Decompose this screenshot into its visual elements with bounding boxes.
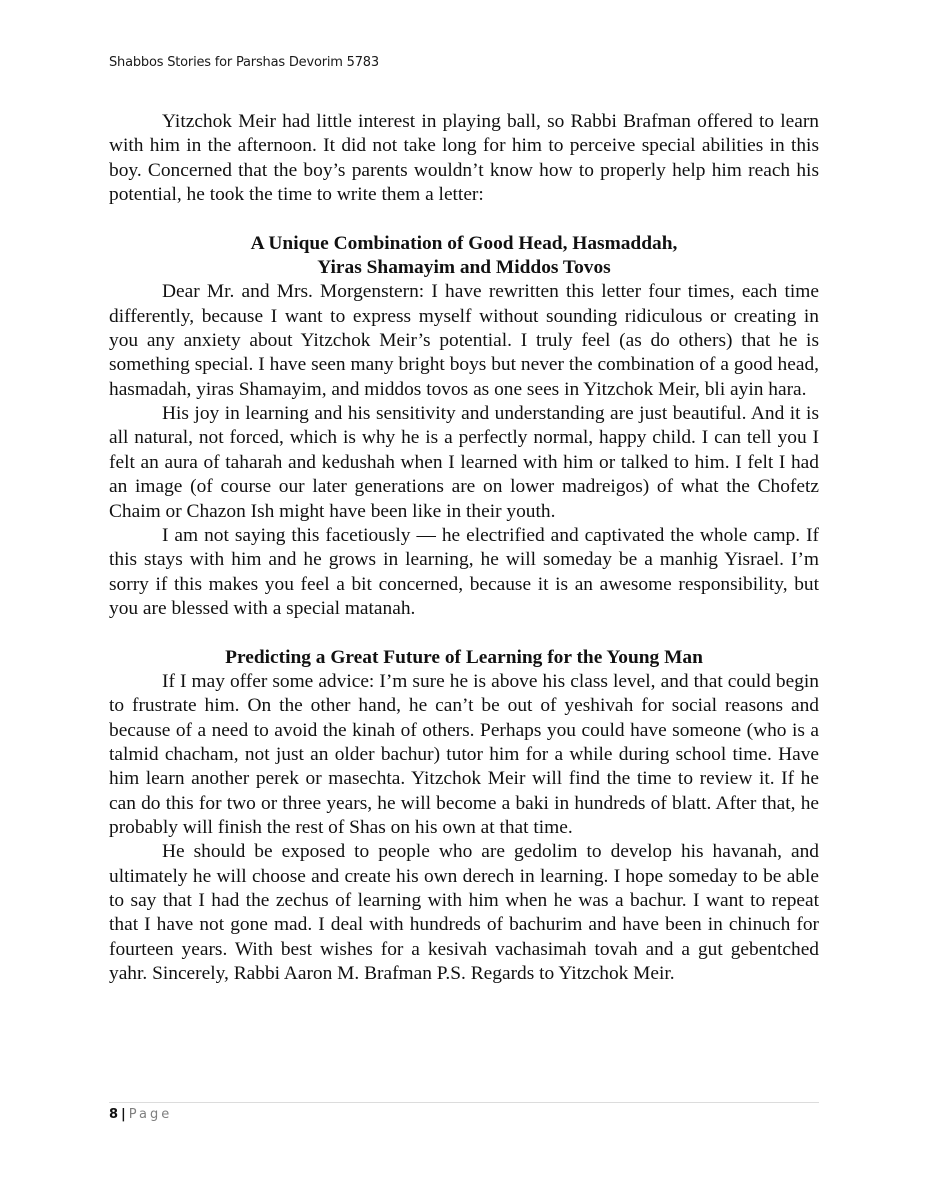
letter-paragraph: His joy in learning and his sensitivity and understanding are just beautiful. And it is all natural, not forced, which is why he is a perfectly normal, happy child. I can tell you I felt an aura of taharah and kedushah when I learned with him or talked to him. I felt I had an image (of course our later generations are on lower madreigos) of what the Chofetz Chaim or Chazon Ish might have been like in their youth. <box>109 403 819 522</box>
letter-paragraph: He should be exposed to people who are gedolim to develop his havanah, and ultimately he will choose and create his own derech in learning. I hope someday to be able to say that I had the zechus of learning with him when he was a bachur. I want to repeat that I have not gone mad. I deal with hundreds of bachurim and have been in chinuch for fourteen years. With best wishes for a kesivah vachasimah tovah and a gut gebentched yahr. Sincerely, Rabbi Aaron M. Brafman P.S. Regards to Yitzchok Meir. <box>109 841 819 985</box>
page-footer <box>109 1107 172 1122</box>
footer-separator: | <box>121 1107 126 1122</box>
spacer <box>109 621 819 645</box>
heading-line-1: A Unique Combination of Good Head, Hasmaddah, <box>250 232 678 254</box>
heading-line-2: Yiras Shamayim and Middos Tovos <box>317 257 611 279</box>
letter-paragraph: Dear Mr. and Mrs. Morgenstern: I have rewritten this letter four times, each time differently, because I want to express myself without sounding ridiculous or creating in you any anxiety about Yitzchok Meir’s potential. I truly feel (as do others) that he is something special. I have seen many bright boys but never the combination of a good head, hasmadah, yiras Shamayim, and middos tovos as one sees in Yitzchok Meir, bli ayin hara. <box>109 281 819 400</box>
body-text <box>109 110 819 986</box>
intro-paragraph: Yitzchok Meir had little interest in playing ball, so Rabbi Brafman offered to learn with him in the afternoon. It did not take long for him to perceive special abilities in this boy. Concerned that the boy’s parents wouldn’t know how to properly help him reach his potential, he took the time to write them a letter: <box>109 111 819 206</box>
page-number: 8 <box>109 1107 119 1122</box>
page-label: Page <box>128 1107 173 1122</box>
spacer <box>109 207 819 231</box>
letter-paragraph: If I may offer some advice: I’m sure he is above his class level, and that could begin to frustrate him. On the other hand, he can’t be out of yeshivah for social reasons and because of a need to avoid the kinah of others. Perhaps you could have someone (who is a talmid chacham, not just an older bachur) tutor him for a while during school time. Have him learn another perek or masechta. Yitzchok Meir will find the time to review it. If he can do this for two or three years, he will become a baki in hundreds of blatt. After that, he probably will finish the rest of Shas on his own at that time. <box>109 670 819 838</box>
footer-divider <box>109 1102 819 1103</box>
section-heading-predicting-future: Predicting a Great Future of Learning for the Young Man <box>225 646 703 668</box>
running-header: Shabbos Stories for Parshas Devorim 5783 <box>109 55 379 70</box>
section-heading-unique-combination <box>109 232 819 281</box>
letter-paragraph: I am not saying this facetiously — he electrified and captivated the whole camp. If this stays with him and he grows in learning, he will someday be a manhig Yisrael. I’m sorry if this makes you feel a bit concerned, because it is an awesome responsibility, but you are blessed with a special matanah. <box>109 524 819 619</box>
